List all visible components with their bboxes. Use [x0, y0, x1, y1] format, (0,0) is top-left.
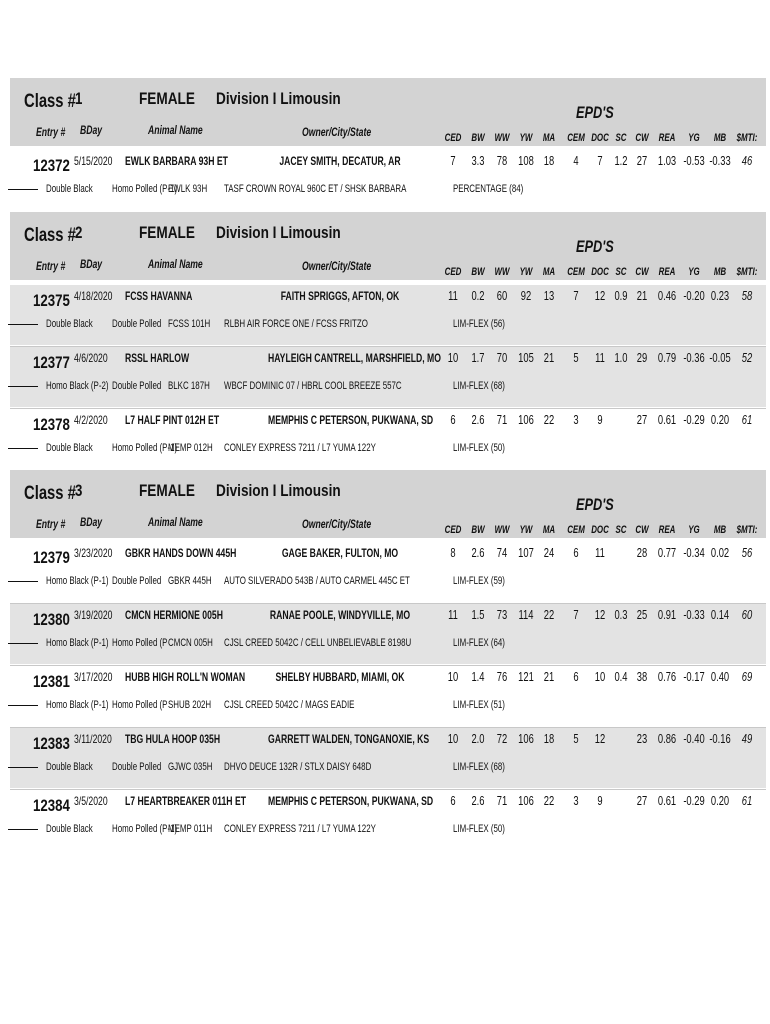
epd-value: 18 — [543, 154, 555, 168]
epd-value: 7 — [597, 154, 603, 168]
epd-col-sc: SC — [615, 132, 627, 144]
epd-col-ww: WW — [494, 132, 510, 144]
entry-number: 12377 — [33, 353, 70, 372]
epd-value: 11 — [448, 608, 458, 622]
pedigree: DHVO DEUCE 132R / STLX DAISY 648D — [224, 761, 372, 773]
epd-value: 1.03 — [657, 154, 677, 168]
epd-value: 8 — [450, 546, 456, 560]
epd-col-ced: CED — [444, 132, 462, 144]
owner-city-state: SHELBY HUBBARD, MIAMI, OK — [275, 670, 405, 684]
coat-color: Double Black — [46, 761, 93, 773]
epd-col-ma: MA — [542, 524, 556, 536]
epd-value: 0.20 — [710, 794, 730, 808]
epd-value: 60 — [741, 608, 753, 622]
epd-value: 0.3 — [614, 608, 628, 622]
breed-percentage: LIM-FLEX (59) — [453, 575, 505, 587]
coat-color: Homo Black (P-1) — [46, 637, 109, 649]
epd-value: 3 — [573, 413, 579, 427]
epd-col-rea: REA — [658, 524, 676, 536]
epd-value: -0.29 — [683, 794, 705, 808]
epd-value: 0.76 — [657, 670, 677, 684]
epd-value: 52 — [741, 351, 753, 365]
epd-value: 58 — [741, 289, 753, 303]
epd-col-bw: BW — [471, 266, 485, 278]
tag-id: BLKC 187H — [168, 380, 210, 392]
epd-value: 6 — [573, 546, 579, 560]
breed-percentage: LIM-FLEX (51) — [453, 699, 505, 711]
epd-value: 0.4 — [614, 670, 628, 684]
animal-name: CMCN HERMIONE 005H — [125, 608, 223, 622]
owner-city-state: FAITH SPRIGGS, AFTON, OK — [280, 289, 400, 303]
col-owner: Owner/City/State — [302, 517, 372, 531]
entry-number: 12384 — [33, 796, 70, 815]
epd-value: 72 — [496, 732, 508, 746]
epd-value: 0.02 — [710, 546, 730, 560]
epd-value: 106 — [518, 413, 534, 427]
epd-col-doc: DOC — [591, 524, 609, 536]
epd-value: 24 — [543, 546, 555, 560]
epd-value: 1.4 — [471, 670, 485, 684]
epd-value: 7 — [450, 154, 456, 168]
class-label: Class # — [24, 225, 76, 246]
class-label: Class # — [24, 483, 76, 504]
birth-date: 4/6/2020 — [74, 351, 108, 365]
col-entry: Entry # — [36, 517, 66, 531]
epd-value: 78 — [496, 154, 508, 168]
coat-color: Double Black — [46, 442, 93, 454]
row-dash — [8, 581, 38, 582]
class-division: Division I Limousin — [216, 223, 341, 242]
birth-date: 3/5/2020 — [74, 794, 108, 808]
epd-value: 2.6 — [471, 413, 485, 427]
pedigree: AUTO SILVERADO 543B / AUTO CARMEL 445C ET — [224, 575, 410, 587]
coat-color: Homo Black (P-1) — [46, 699, 109, 711]
epd-value: 9 — [597, 413, 603, 427]
epd-value: 61 — [741, 794, 753, 808]
pedigree: CJSL CREED 5042C / CELL UNBELIEVABLE 8198U — [224, 637, 412, 649]
class-label: Class # — [24, 91, 76, 112]
pedigree: CONLEY EXPRESS 7211 / L7 YUMA 122Y — [224, 442, 376, 454]
polled-status: Homo Polled (P-1) — [112, 442, 178, 454]
animal-name: GBKR HANDS DOWN 445H — [125, 546, 237, 560]
epd-col-mb: MB — [713, 266, 727, 278]
epd-value: 61 — [741, 413, 753, 427]
epd-col-ma: MA — [542, 132, 556, 144]
tag-id: EWLK 93H — [168, 183, 208, 195]
epd-value: 0.86 — [657, 732, 677, 746]
epd-value: 25 — [636, 608, 648, 622]
epd-col-yg: YG — [688, 132, 700, 144]
epd-value: 0.79 — [657, 351, 677, 365]
polled-status: Homo Polled (P-1) — [112, 183, 178, 195]
epd-value: 27 — [636, 154, 648, 168]
epd-col-mti: $MTI: — [736, 524, 758, 536]
epd-col-rea: REA — [658, 266, 676, 278]
epd-value: 1.5 — [471, 608, 485, 622]
entry-separator — [10, 727, 766, 728]
birth-date: 3/19/2020 — [74, 608, 113, 622]
epd-value: 6 — [450, 413, 456, 427]
epd-value: 2.6 — [471, 546, 485, 560]
epd-col-cw: CW — [635, 132, 649, 144]
epd-value: 21 — [543, 351, 555, 365]
pedigree: CONLEY EXPRESS 7211 / L7 YUMA 122Y — [224, 823, 376, 835]
epd-value: -0.40 — [683, 732, 705, 746]
epd-value: 10 — [594, 670, 606, 684]
col-bday: BDay — [80, 257, 103, 271]
epd-col-ced: CED — [444, 524, 462, 536]
epd-value: 21 — [636, 289, 648, 303]
epd-value: 107 — [518, 546, 534, 560]
epd-value: 73 — [496, 608, 508, 622]
polled-status: Double Polled — [112, 761, 162, 773]
epd-col-cw: CW — [635, 266, 649, 278]
class-number: 3 — [75, 481, 83, 500]
epd-value: 18 — [543, 732, 555, 746]
epd-value: 60 — [496, 289, 508, 303]
owner-city-state: MEMPHIS C PETERSON, PUKWANA, SD — [268, 794, 434, 808]
epd-value: 0.2 — [471, 289, 485, 303]
epd-value: 23 — [636, 732, 648, 746]
row-dash — [8, 189, 38, 190]
breed-percentage: PERCENTAGE (84) — [453, 183, 524, 195]
epd-col-rea: REA — [658, 132, 676, 144]
epd-value: 27 — [636, 794, 648, 808]
epd-col-doc: DOC — [591, 132, 609, 144]
col-entry: Entry # — [36, 125, 66, 139]
epd-value: 106 — [518, 732, 534, 746]
epd-value: 2.0 — [471, 732, 485, 746]
epd-value: 76 — [496, 670, 508, 684]
entry-separator — [10, 346, 766, 347]
epd-value: 69 — [741, 670, 753, 684]
tag-id: GBKR 445H — [168, 575, 212, 587]
epd-value: 3 — [573, 794, 579, 808]
row-dash — [8, 829, 38, 830]
breed-percentage: LIM-FLEX (68) — [453, 380, 505, 392]
epd-col-sc: SC — [615, 524, 627, 536]
epd-col-cem: CEM — [567, 524, 585, 536]
owner-city-state: GARRETT WALDEN, TONGANOXIE, KS — [268, 732, 430, 746]
epd-value: 29 — [636, 351, 648, 365]
epd-value: 10 — [447, 670, 459, 684]
animal-name: L7 HALF PINT 012H ET — [125, 413, 220, 427]
epd-value: 7 — [573, 608, 579, 622]
class-number: 2 — [75, 223, 83, 242]
tag-id: MEMP 011H — [168, 823, 213, 835]
epd-value: 114 — [518, 608, 534, 622]
epd-col-doc: DOC — [591, 266, 609, 278]
epd-value: 0.77 — [657, 546, 677, 560]
coat-color: Homo Black (P-2) — [46, 380, 109, 392]
entry-number: 12383 — [33, 734, 70, 753]
polled-status: Double Polled — [112, 380, 162, 392]
epd-value: 0.23 — [710, 289, 730, 303]
epd-value: 21 — [543, 670, 555, 684]
animal-name: EWLK BARBARA 93H ET — [125, 154, 228, 168]
epd-value: 74 — [496, 546, 508, 560]
owner-city-state: RANAE POOLE, WINDYVILLE, MO — [269, 608, 411, 622]
coat-color: Double Black — [46, 183, 93, 195]
animal-name: TBG HULA HOOP 035H — [125, 732, 221, 746]
entry-number: 12372 — [33, 156, 70, 175]
entry-number: 12379 — [33, 548, 70, 567]
breed-percentage: LIM-FLEX (68) — [453, 761, 505, 773]
class-number: 1 — [75, 89, 83, 108]
epd-value: 92 — [520, 289, 532, 303]
epd-value: 7 — [573, 289, 579, 303]
col-animal-name: Animal Name — [148, 257, 203, 271]
epd-value: -0.33 — [709, 154, 731, 168]
epd-value: -0.17 — [683, 670, 705, 684]
epd-col-mb: MB — [713, 132, 727, 144]
epd-col-yw: YW — [519, 524, 533, 536]
birth-date: 5/15/2020 — [74, 154, 113, 168]
epd-value: 105 — [518, 351, 534, 365]
epd-col-mti: $MTI: — [736, 266, 758, 278]
epd-value: 28 — [636, 546, 648, 560]
animal-name: RSSL HARLOW — [125, 351, 190, 365]
owner-city-state: MEMPHIS C PETERSON, PUKWANA, SD — [268, 413, 434, 427]
entry-separator — [10, 789, 766, 790]
epd-col-mb: MB — [713, 524, 727, 536]
epd-col-ww: WW — [494, 266, 510, 278]
epd-col-cem: CEM — [567, 266, 585, 278]
epd-value: 1.7 — [471, 351, 485, 365]
class-division: Division I Limousin — [216, 89, 341, 108]
epd-value: 9 — [597, 794, 603, 808]
epd-value: 0.14 — [710, 608, 730, 622]
epd-value: 2.6 — [471, 794, 485, 808]
epd-value: -0.53 — [683, 154, 705, 168]
coat-color: Double Black — [46, 318, 93, 330]
pedigree: TASF CROWN ROYAL 960C ET / SHSK BARBARA — [224, 183, 407, 195]
entry-number: 12375 — [33, 291, 70, 310]
entry-separator — [10, 408, 766, 409]
row-dash — [8, 448, 38, 449]
epd-col-cem: CEM — [567, 132, 585, 144]
epd-col-bw: BW — [471, 132, 485, 144]
epd-value: 12 — [594, 732, 606, 746]
epd-value: 11 — [595, 351, 605, 365]
tag-id: CMCN 005H — [168, 637, 213, 649]
epds-heading: EPD'S — [576, 103, 614, 122]
epd-col-yw: YW — [519, 132, 533, 144]
polled-status: Double Polled — [112, 318, 162, 330]
epd-value: 11 — [448, 289, 458, 303]
coat-color: Homo Black (P-1) — [46, 575, 109, 587]
birth-date: 4/18/2020 — [74, 289, 113, 303]
epd-value: -0.33 — [683, 608, 705, 622]
owner-city-state: GAGE BAKER, FULTON, MO — [281, 546, 399, 560]
epd-value: 38 — [636, 670, 648, 684]
epd-value: 71 — [496, 413, 508, 427]
epd-value: -0.29 — [683, 413, 705, 427]
col-owner: Owner/City/State — [302, 125, 372, 139]
epd-value: 1.0 — [614, 351, 628, 365]
epd-value: 0.9 — [614, 289, 628, 303]
epd-value: 46 — [741, 154, 753, 168]
owner-city-state: JACEY SMITH, DECATUR, AR — [279, 154, 401, 168]
tag-id: GJWC 035H — [168, 761, 213, 773]
epd-value: 5 — [573, 351, 579, 365]
tag-id: FCSS 101H — [168, 318, 211, 330]
polled-status: Homo Polled (P — [112, 699, 168, 711]
col-bday: BDay — [80, 515, 103, 529]
epd-value: 0.20 — [710, 413, 730, 427]
breed-percentage: LIM-FLEX (56) — [453, 318, 505, 330]
epd-value: 12 — [594, 289, 606, 303]
epd-value: 22 — [543, 413, 555, 427]
epd-col-cw: CW — [635, 524, 649, 536]
epd-col-mti: $MTI: — [736, 132, 758, 144]
epd-value: -0.20 — [683, 289, 705, 303]
epd-value: 0.40 — [710, 670, 730, 684]
epd-value: 0.61 — [657, 413, 677, 427]
epd-value: -0.34 — [683, 546, 705, 560]
epd-value: 3.3 — [471, 154, 485, 168]
birth-date: 4/2/2020 — [74, 413, 108, 427]
birth-date: 3/11/2020 — [74, 732, 112, 746]
entry-number: 12378 — [33, 415, 70, 434]
class-sex: FEMALE — [139, 481, 195, 500]
col-owner: Owner/City/State — [302, 259, 372, 273]
row-dash — [8, 386, 38, 387]
epds-heading: EPD'S — [576, 495, 614, 514]
epd-value: 27 — [636, 413, 648, 427]
entry-separator — [10, 665, 766, 666]
breed-percentage: LIM-FLEX (50) — [453, 442, 505, 454]
col-entry: Entry # — [36, 259, 66, 273]
epd-col-ma: MA — [542, 266, 556, 278]
epd-value: 22 — [543, 608, 555, 622]
epd-value: 70 — [496, 351, 508, 365]
epd-col-yg: YG — [688, 266, 700, 278]
epd-value: 5 — [573, 732, 579, 746]
epd-value: -0.05 — [709, 351, 731, 365]
epd-value: -0.36 — [683, 351, 705, 365]
epds-heading: EPD'S — [576, 237, 614, 256]
epd-value: 108 — [518, 154, 534, 168]
epd-col-bw: BW — [471, 524, 485, 536]
pedigree: RLBH AIR FORCE ONE / FCSS FRITZO — [224, 318, 368, 330]
epd-value: 49 — [741, 732, 753, 746]
breed-percentage: LIM-FLEX (50) — [453, 823, 505, 835]
class-sex: FEMALE — [139, 223, 195, 242]
birth-date: 3/17/2020 — [74, 670, 113, 684]
owner-city-state: HAYLEIGH CANTRELL, MARSHFIELD, MO — [268, 351, 441, 365]
epd-value: 12 — [594, 608, 606, 622]
animal-name: FCSS HAVANNA — [125, 289, 193, 303]
col-animal-name: Animal Name — [148, 123, 203, 137]
epd-value: 121 — [518, 670, 534, 684]
polled-status: Double Polled — [112, 575, 162, 587]
polled-status: Homo Polled (P — [112, 637, 168, 649]
epd-value: 1.2 — [614, 154, 628, 168]
epd-col-sc: SC — [615, 266, 627, 278]
animal-name: L7 HEARTBREAKER 011H ET — [125, 794, 246, 808]
epd-value: 10 — [447, 351, 459, 365]
epd-value: 71 — [496, 794, 508, 808]
entry-number: 12381 — [33, 672, 70, 691]
epd-value: 0.91 — [657, 608, 677, 622]
epd-col-yg: YG — [688, 524, 700, 536]
epd-col-ww: WW — [494, 524, 510, 536]
pedigree: CJSL CREED 5042C / MAGS EADIE — [224, 699, 355, 711]
epd-col-yw: YW — [519, 266, 533, 278]
epd-value: 6 — [573, 670, 579, 684]
class-division: Division I Limousin — [216, 481, 341, 500]
entry-number: 12380 — [33, 610, 70, 629]
col-animal-name: Animal Name — [148, 515, 203, 529]
epd-value: 6 — [450, 794, 456, 808]
coat-color: Double Black — [46, 823, 93, 835]
epd-value: 0.46 — [657, 289, 677, 303]
row-dash — [8, 767, 38, 768]
col-bday: BDay — [80, 123, 103, 137]
row-dash — [8, 705, 38, 706]
epd-value: 11 — [595, 546, 605, 560]
epd-value: 0.61 — [657, 794, 677, 808]
epd-value: 4 — [573, 154, 579, 168]
epd-value: 13 — [543, 289, 555, 303]
epd-col-ced: CED — [444, 266, 462, 278]
tag-id: SHUB 202H — [168, 699, 212, 711]
entry-separator — [10, 603, 766, 604]
class-sex: FEMALE — [139, 89, 195, 108]
row-dash — [8, 643, 38, 644]
tag-id: MEMP 012H — [168, 442, 213, 454]
breed-percentage: LIM-FLEX (64) — [453, 637, 505, 649]
animal-name: HUBB HIGH ROLL'N WOMAN — [125, 670, 246, 684]
row-dash — [8, 324, 38, 325]
birth-date: 3/23/2020 — [74, 546, 113, 560]
epd-value: 22 — [543, 794, 555, 808]
epd-value: 106 — [518, 794, 534, 808]
epd-value: 10 — [447, 732, 459, 746]
epd-value: 56 — [741, 546, 753, 560]
epd-value: -0.16 — [709, 732, 731, 746]
pedigree: WBCF DOMINIC 07 / HBRL COOL BREEZE 557C — [224, 380, 402, 392]
polled-status: Homo Polled (P-1) — [112, 823, 178, 835]
